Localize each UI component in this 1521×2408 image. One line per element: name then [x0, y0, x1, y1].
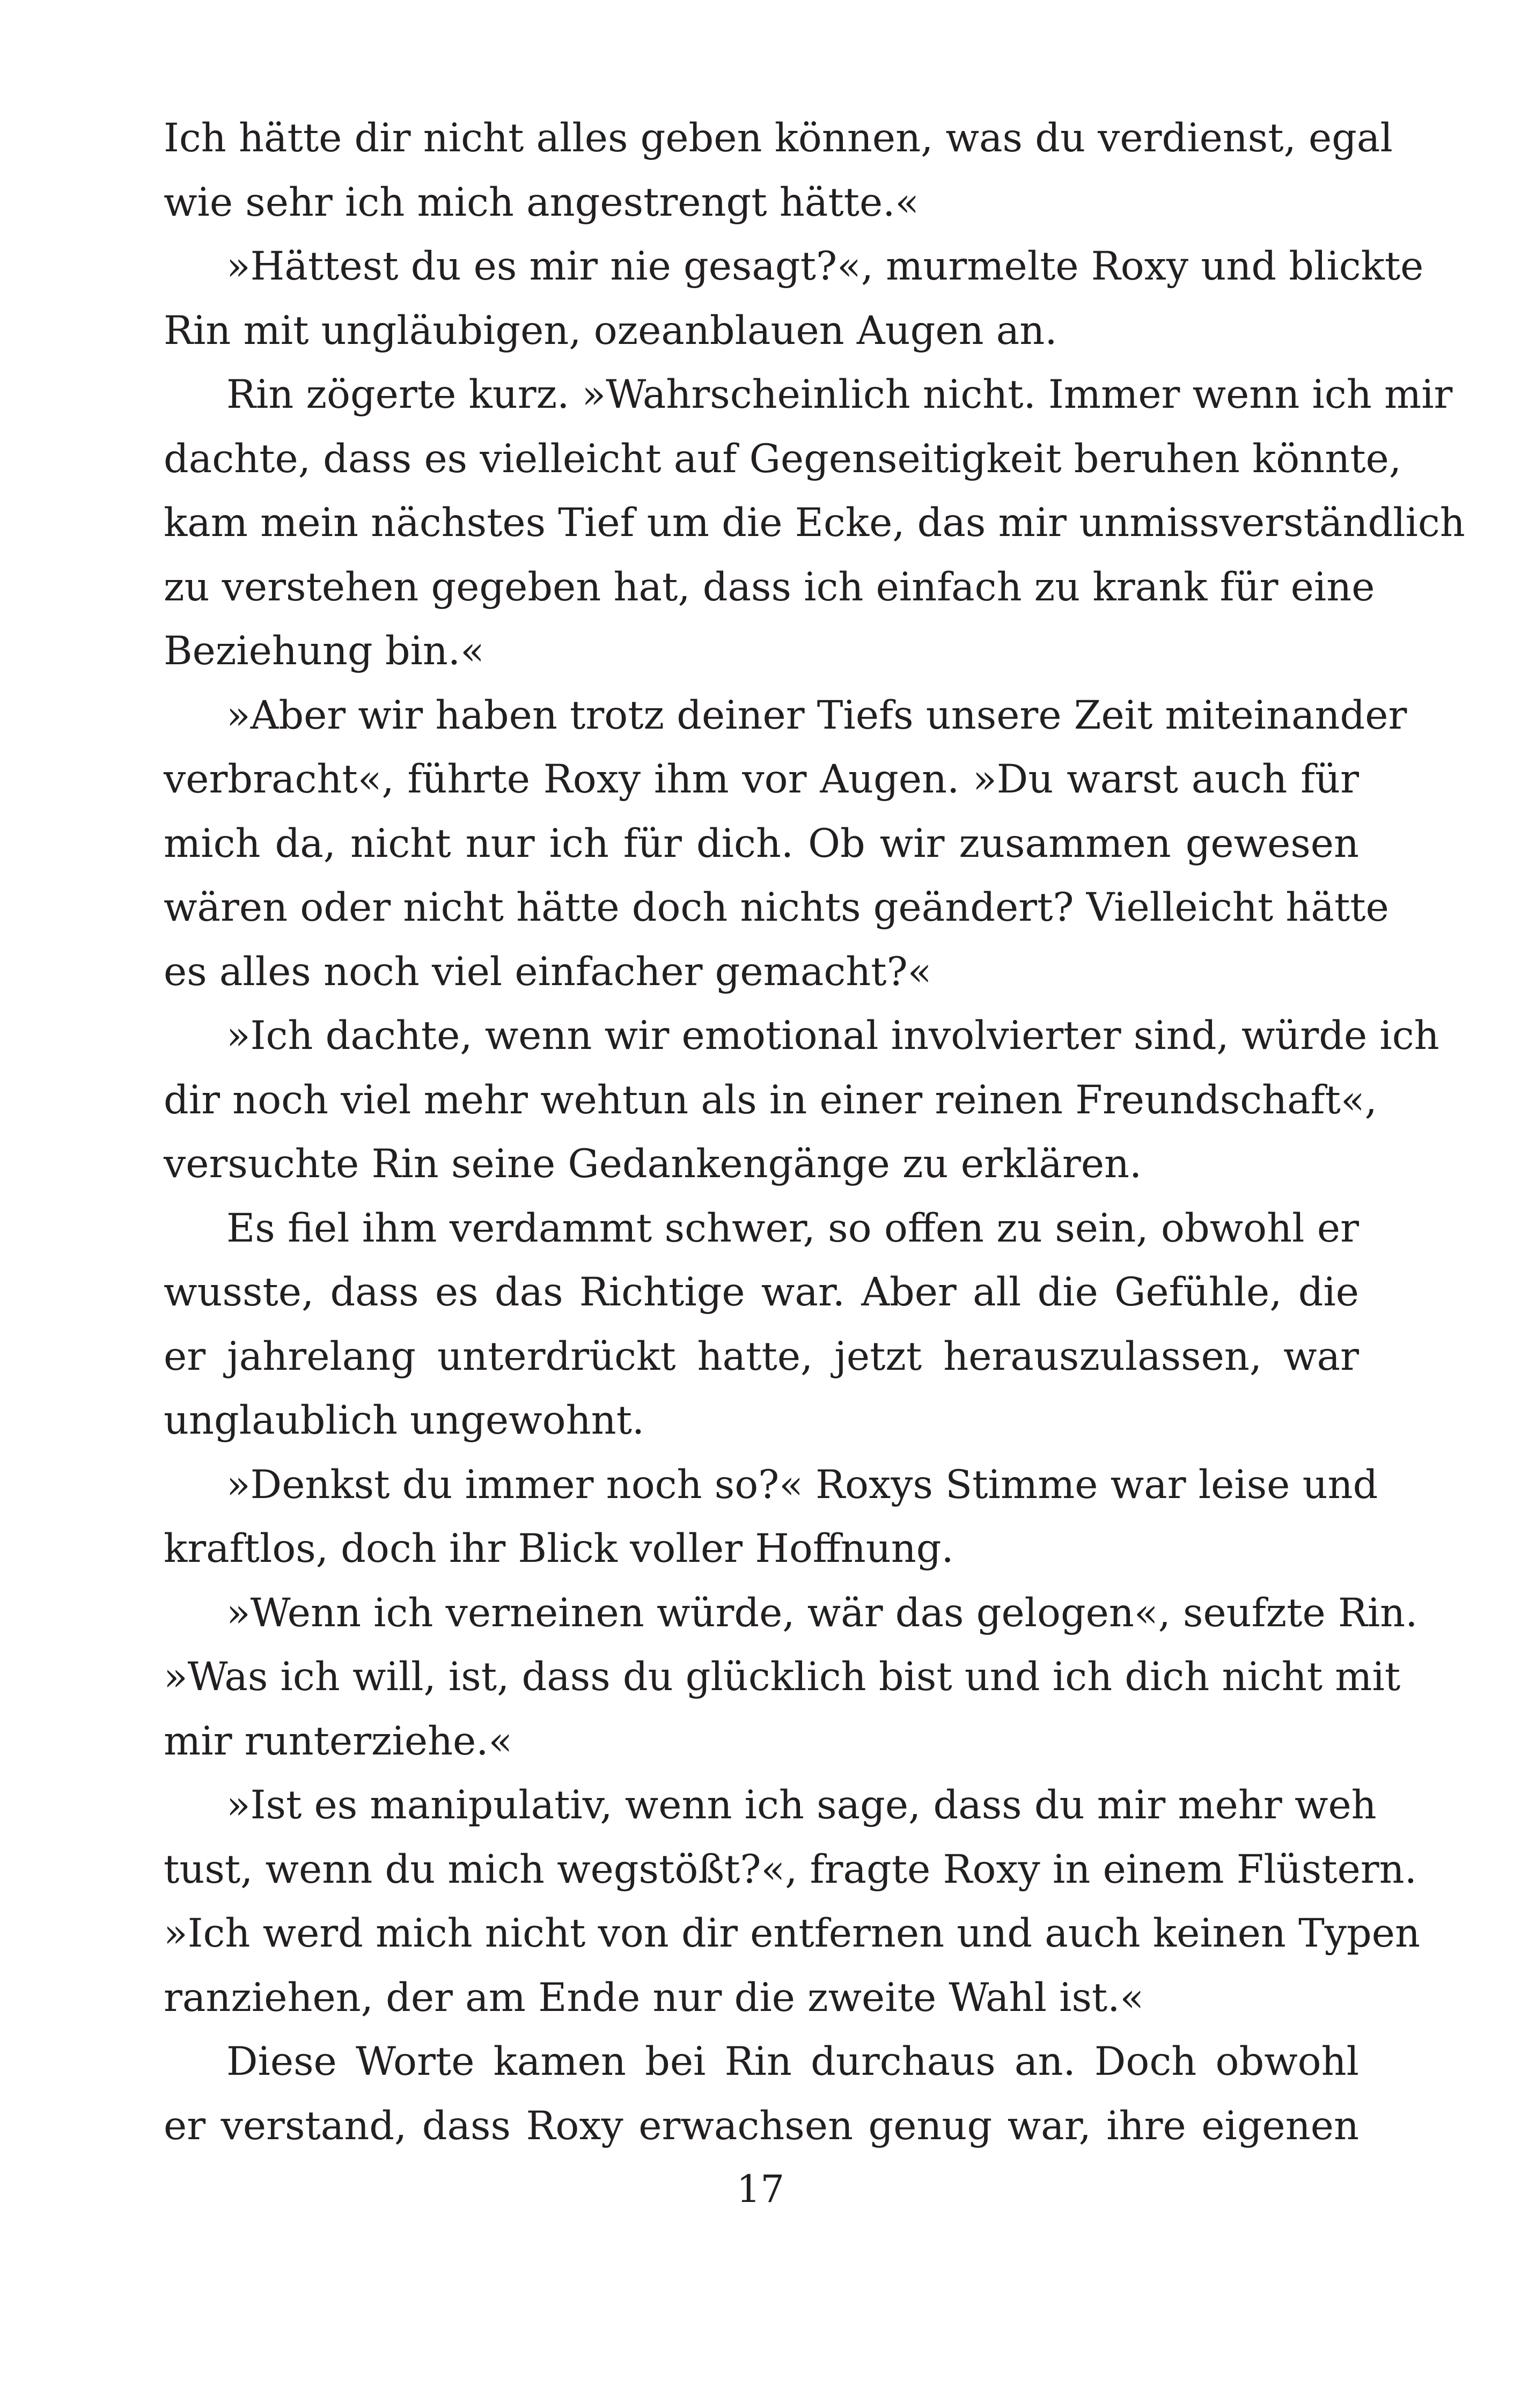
text-line: verbracht«, führte Roxy ihm vor Augen. »Du warst auch für — [164, 757, 1359, 802]
text-line: zu verstehen gegeben hat, dass ich einfach zu krank für eine — [164, 564, 1375, 610]
text-line: Rin zögerte kurz. »Wahrscheinlich nicht. Immer wenn ich mir — [226, 372, 1453, 417]
text-line: »Ich werd mich nicht von dir entfernen und auch keinen Typen — [164, 1911, 1420, 1956]
text-line: »Wenn ich verneinen würde, wär das gelogen«, seufzte Rin. — [226, 1590, 1418, 1636]
text-line: »Aber wir haben trotz deiner Tiefs unsere Zeit miteinander — [226, 692, 1407, 738]
text-line: tust, wenn du mich wegstößt?«, fragte Roxy in einem Flüstern. — [164, 1846, 1417, 1892]
text-line: Rin mit ungläubigen, ozeanblauen Augen an. — [164, 307, 1057, 354]
text-line: kraftlos, doch ihr Blick voller Hoffnung. — [164, 1526, 954, 1572]
text-line: versuchte Rin seine Gedankengänge zu erklären. — [164, 1141, 1142, 1187]
text-line: wie sehr ich mich angestrengt hätte.« — [164, 179, 920, 225]
text-line: »Was ich will, ist, dass du glücklich bist und ich dich nicht mit — [164, 1654, 1401, 1700]
text-line: wären oder nicht hätte doch nichts geändert? Vielleicht hätte — [164, 885, 1389, 930]
text-line: »Hättest du es mir nie gesagt?«, murmelte Roxy und blickte — [226, 244, 1424, 289]
text-line: er verstand, dass Roxy erwachsen genug war, ihre eigenen — [164, 2103, 1359, 2149]
text-line: mir runterziehe.« — [164, 1718, 513, 1764]
text-line: »Denkst du immer noch so?« Roxys Stimme war leise und — [226, 1462, 1378, 1508]
text-line: es alles noch viel einfacher gemacht?« — [164, 949, 932, 995]
page-number: 17 — [736, 2167, 785, 2211]
text-line: Beziehung bin.« — [164, 628, 484, 674]
text-line: unglaublich ungewohnt. — [164, 1398, 645, 1443]
text-line: ranziehen, der am Ende nur die zweite Wahl ist.« — [164, 1974, 1144, 2021]
text-line: »Ist es manipulativ, wenn ich sage, dass du mir mehr weh — [226, 1782, 1377, 1828]
text-line: dir noch viel mehr wehtun als in einer reinen Freundschaft«, — [164, 1077, 1377, 1123]
text-line: kam mein nächstes Tief um die Ecke, das mir unmissverständlich — [164, 500, 1465, 546]
body-text — [164, 106, 1465, 2158]
text-line: er jahrelang unterdrückt hatte, jetzt herauszulassen, war — [164, 1333, 1359, 1379]
text-line: mich da, nicht nur ich für dich. Ob wir zusammen gewesen — [164, 820, 1359, 867]
text-line: Ich hätte dir nicht alles geben können, was du verdienst, egal — [164, 115, 1393, 161]
text-line: Es fiel ihm verdammt schwer, so offen zu sein, obwohl er — [226, 1205, 1359, 1251]
text-line: »Ich dachte, wenn wir emotional involvierter sind, würde ich — [226, 1013, 1439, 1059]
text-line: wusste, dass es das Richtige war. Aber all die Gefühle, die — [164, 1269, 1359, 1315]
text-line: Diese Worte kamen bei Rin durchaus an. Doch obwohl — [226, 2039, 1359, 2084]
text-line: dachte, dass es vielleicht auf Gegenseitigkeit beruhen könnte, — [164, 436, 1402, 482]
